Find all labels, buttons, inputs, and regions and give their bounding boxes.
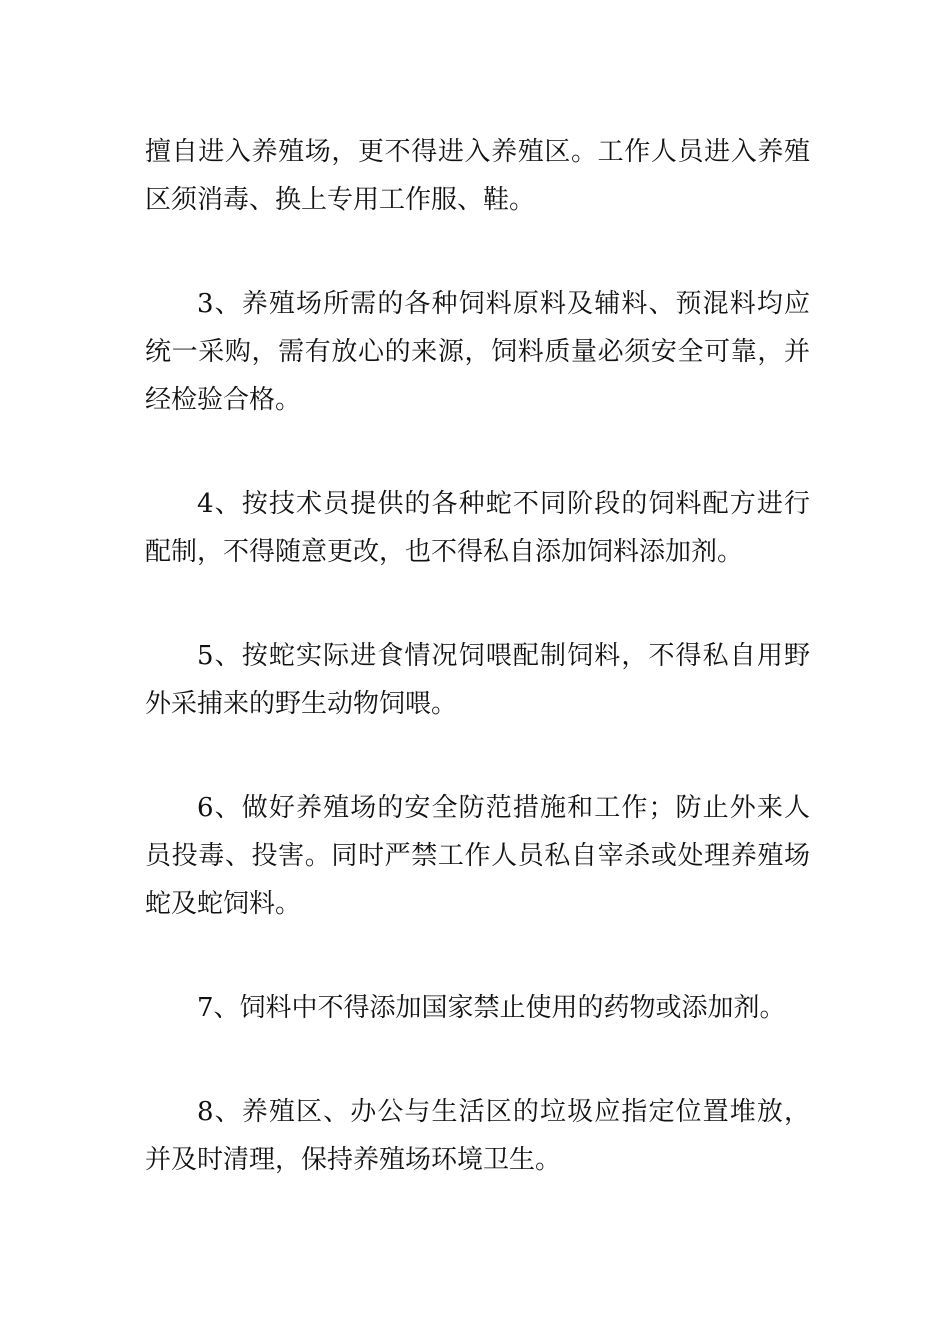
paragraph-item-3: 3、养殖场所需的各种饲料原料及辅料、预混料均应统一采购，需有放心的来源，饲料质量必须安全可靠，并经检验合格。 [145, 289, 810, 415]
paragraph-item-6: 6、做好养殖场的安全防范措施和工作；防止外来人员投毒、投害。同时严禁工作人员私自宰杀或处理养殖场蛇及蛇饲料。 [145, 793, 810, 919]
paragraph-continuation: 擅自进入养殖场，更不得进入养殖区。工作人员进入养殖区须消毒、换上专用工作服、鞋。 [145, 137, 810, 215]
document-body [145, 128, 810, 1240]
paragraph-item-4: 4、按技术员提供的各种蛇不同阶段的饲料配方进行配制，不得随意更改，也不得私自添加饲料添加剂。 [145, 489, 810, 567]
paragraph-item-7: 7、饲料中不得添加国家禁止使用的药物或添加剂。 [197, 993, 786, 1023]
paragraph-item-5: 5、按蛇实际进食情况饲喂配制饲料，不得私自用野外采捕来的野生动物饲喂。 [145, 641, 810, 719]
paragraph-item-8: 8、养殖区、办公与生活区的垃圾应指定位置堆放，并及时清理，保持养殖场环境卫生。 [145, 1097, 810, 1175]
